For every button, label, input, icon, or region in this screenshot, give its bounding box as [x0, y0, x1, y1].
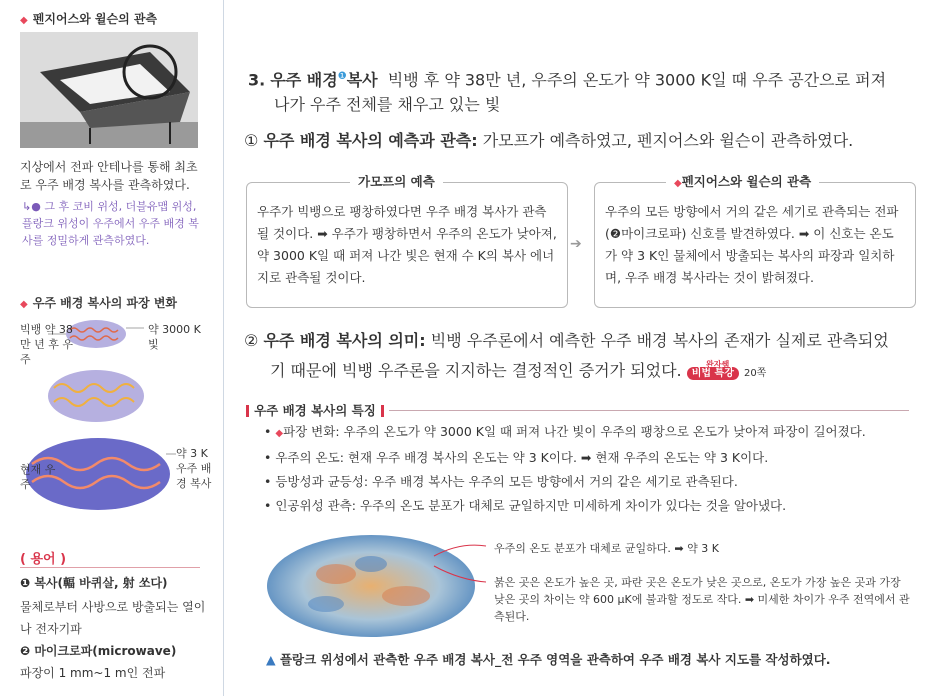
map-annotation-2-line3: 측된다.	[494, 610, 530, 623]
antenna-photo	[20, 32, 198, 148]
wave-label-3k: 약 3 K 우주 배경 복사	[176, 447, 212, 490]
term2-head: ❷ 마이크로파(microwave)	[20, 644, 177, 658]
photo-note-text: 그 후 코비 위성, 더블유맵 위성, 플랑크 위성이 우주에서 우주 배경 복사를 정밀하게 관측하였다.	[22, 200, 199, 247]
up-arrow-icon: ▲	[266, 652, 276, 667]
photo-title-row	[20, 8, 157, 27]
annotation-arrows	[430, 536, 490, 588]
wave-title-row	[20, 292, 177, 311]
map-annotation-2-line2: 낮은 곳의 차이는 약 600 μK에 불과할 정도로 작다. ➡ 미세한 차이가 우주 전역에서 관	[494, 593, 910, 606]
feature-item: • 우주의 온도: 현재 우주 배경 복사의 온도는 약 3 K이다. ➡ 현재 우주의 온도는 약 3 K이다.	[264, 450, 769, 465]
box-penzias-text: 우주의 모든 방향에서 거의 같은 세기로 관측되는 전파(❷마이크로파) 신호를 발견하였다. ➡ 이 신호는 온도가 약 3 K인 물체에서 방출되는 복사의 파장과 일치하며, 우주 배경 복사라는 것이 밝혀졌다.	[605, 204, 899, 285]
heading-desc2: 나가 우주 전체를 채우고 있는 빛	[274, 95, 501, 114]
map-caption	[266, 650, 926, 668]
term1-head: ❶ 복사(輻 바퀴살, 射 쏘다)	[20, 576, 168, 590]
photo-caption: 지상에서 전파 안테나를 통해 최초로 우주 배경 복사를 관측하였다.	[20, 160, 198, 192]
feature-text: 우주의 온도: 현재 우주 배경 복사의 온도는 약 3 K이다. ➡ 현재 우주의 온도는 약 3 K이다.	[275, 450, 769, 465]
map-caption-text: 플랑크 위성에서 관측한 우주 배경 복사_전 우주 영역을 관측하여 우주 배경 복사 지도를 작성하였다.	[279, 652, 831, 667]
term1-desc: 물체로부터 사방으로 방출되는 열이나 전자기파	[20, 600, 206, 636]
glossary-header	[20, 548, 200, 568]
map-annotation-1: 우주의 온도 분포가 대체로 균일하다. ➡ 약 3 K	[494, 542, 719, 555]
column-divider	[223, 0, 224, 696]
features-header	[246, 400, 916, 419]
sub1	[244, 128, 924, 154]
arrow-right-icon: ➔	[570, 236, 582, 252]
feature-item: • ◆파장 변화: 우주의 온도가 약 3000 K일 때 퍼져 나간 빛이 우주의 팽창으로 온도가 낮아져 파장이 길어졌다.	[264, 424, 866, 439]
heading-desc1: 빅뱅 후 약 38만 년, 우주의 온도가 약 3000 K일 때 우주 공간으로 퍼져	[387, 70, 887, 90]
glossary-title-text: 용어	[30, 552, 56, 567]
photo-note	[22, 198, 206, 249]
sub2-desc2: 기 때문에 빅뱅 우주론을 지지하는 결정적인 증거가 되었다.	[270, 361, 682, 380]
arrow-icon: ↳●	[22, 200, 41, 213]
feature-text: 파장 변화: 우주의 온도가 약 3000 K일 때 퍼져 나간 빛이 우주의 팽창으로 온도가 낮아져 파장이 길어졌다.	[283, 424, 866, 439]
heading-term2: 복사	[346, 70, 378, 90]
features-bar	[381, 405, 384, 417]
diamond-icon: ◆	[674, 178, 682, 189]
diamond-icon: ◆	[20, 15, 28, 26]
sub2-num: ②	[244, 331, 259, 350]
map-annotation-2-line1: 붉은 곳은 온도가 높은 곳, 파란 곳은 온도가 낮은 곳으로, 온도가 가장 높은 곳과 가장	[494, 576, 901, 589]
box-penzias-head-wrap	[666, 172, 819, 190]
feature-text: 인공위성 관측: 우주의 온도 분포가 대체로 균일하지만 미세하게 차이가 있다는 것을 알아냈다.	[275, 498, 787, 513]
box-penzias-head: 펜지어스와 윌슨의 관측	[681, 174, 812, 189]
heading-term: 우주 배경	[270, 70, 338, 90]
wave-label-3000: 약 3000 K 빛	[148, 323, 201, 351]
diamond-icon: ◆	[275, 428, 284, 439]
main-content	[230, 0, 930, 696]
features-list	[264, 420, 924, 518]
heading-sup: ❶	[337, 71, 347, 82]
sub2-line2	[270, 358, 930, 387]
badge-page: 20쪽	[743, 368, 767, 379]
heading-number: 3.	[248, 70, 266, 90]
box-gamow-text: 우주가 빅뱅으로 팽창하였다면 우주 배경 복사가 관측될 것이다. ➡ 우주가 팽창하면서 우주의 온도가 낮아져, 약 3000 K일 때 퍼져 나간 빛은 현재 수 K의 복사 에너지로 관측될 것이다.	[257, 204, 557, 285]
badge-label[interactable]: 비법 특강	[687, 367, 739, 380]
badge-top: 완자쌤	[706, 360, 730, 369]
sidebar	[0, 0, 222, 696]
features-rule	[389, 410, 909, 411]
feature-text: 등방성과 균등성: 우주 배경 복사는 우주의 모든 방향에서 거의 같은 세기로 관측된다.	[275, 474, 738, 489]
box-gamow-head: 가모프의 예측	[350, 172, 443, 190]
box-penzias	[594, 182, 916, 308]
wave-title: 우주 배경 복사의 파장 변화	[32, 296, 178, 310]
sub1-num: ①	[244, 131, 259, 150]
wave-label-now: 현재 우주	[20, 463, 56, 491]
sub2-desc1: 빅뱅 우주론에서 예측한 우주 배경 복사의 존재가 실제로 관측되었	[430, 331, 889, 350]
features-bar	[246, 405, 249, 417]
box-gamow	[246, 182, 568, 308]
sub1-title: 우주 배경 복사의 예측과 관측:	[263, 131, 478, 150]
horn-antenna-image	[20, 32, 198, 148]
wave-label-past: 빅뱅 약 38만 년 후 우주	[20, 323, 73, 366]
sub2	[244, 328, 924, 354]
feature-item: • 인공위성 관측: 우주의 온도 분포가 대체로 균일하지만 미세하게 차이가 있다는 것을 알아냈다.	[264, 498, 787, 513]
term2-desc: 파장이 1 mm~1 m인 전파	[20, 666, 166, 680]
diamond-icon: ◆	[20, 299, 28, 310]
sub1-desc: 가모프가 예측하였고, 펜지어스와 윌슨이 관측하였다.	[482, 131, 854, 150]
section-heading	[248, 64, 928, 93]
sub2-title: 우주 배경 복사의 의미:	[263, 331, 426, 350]
features-title: 우주 배경 복사의 특징	[254, 403, 376, 418]
feature-item: • 등방성과 균등성: 우주 배경 복사는 우주의 모든 방향에서 거의 같은 세기로 관측된다.	[264, 474, 738, 489]
photo-title: 펜지어스와 윌슨의 관측	[32, 12, 158, 26]
glossary-title: ( 용어 )	[20, 552, 67, 567]
